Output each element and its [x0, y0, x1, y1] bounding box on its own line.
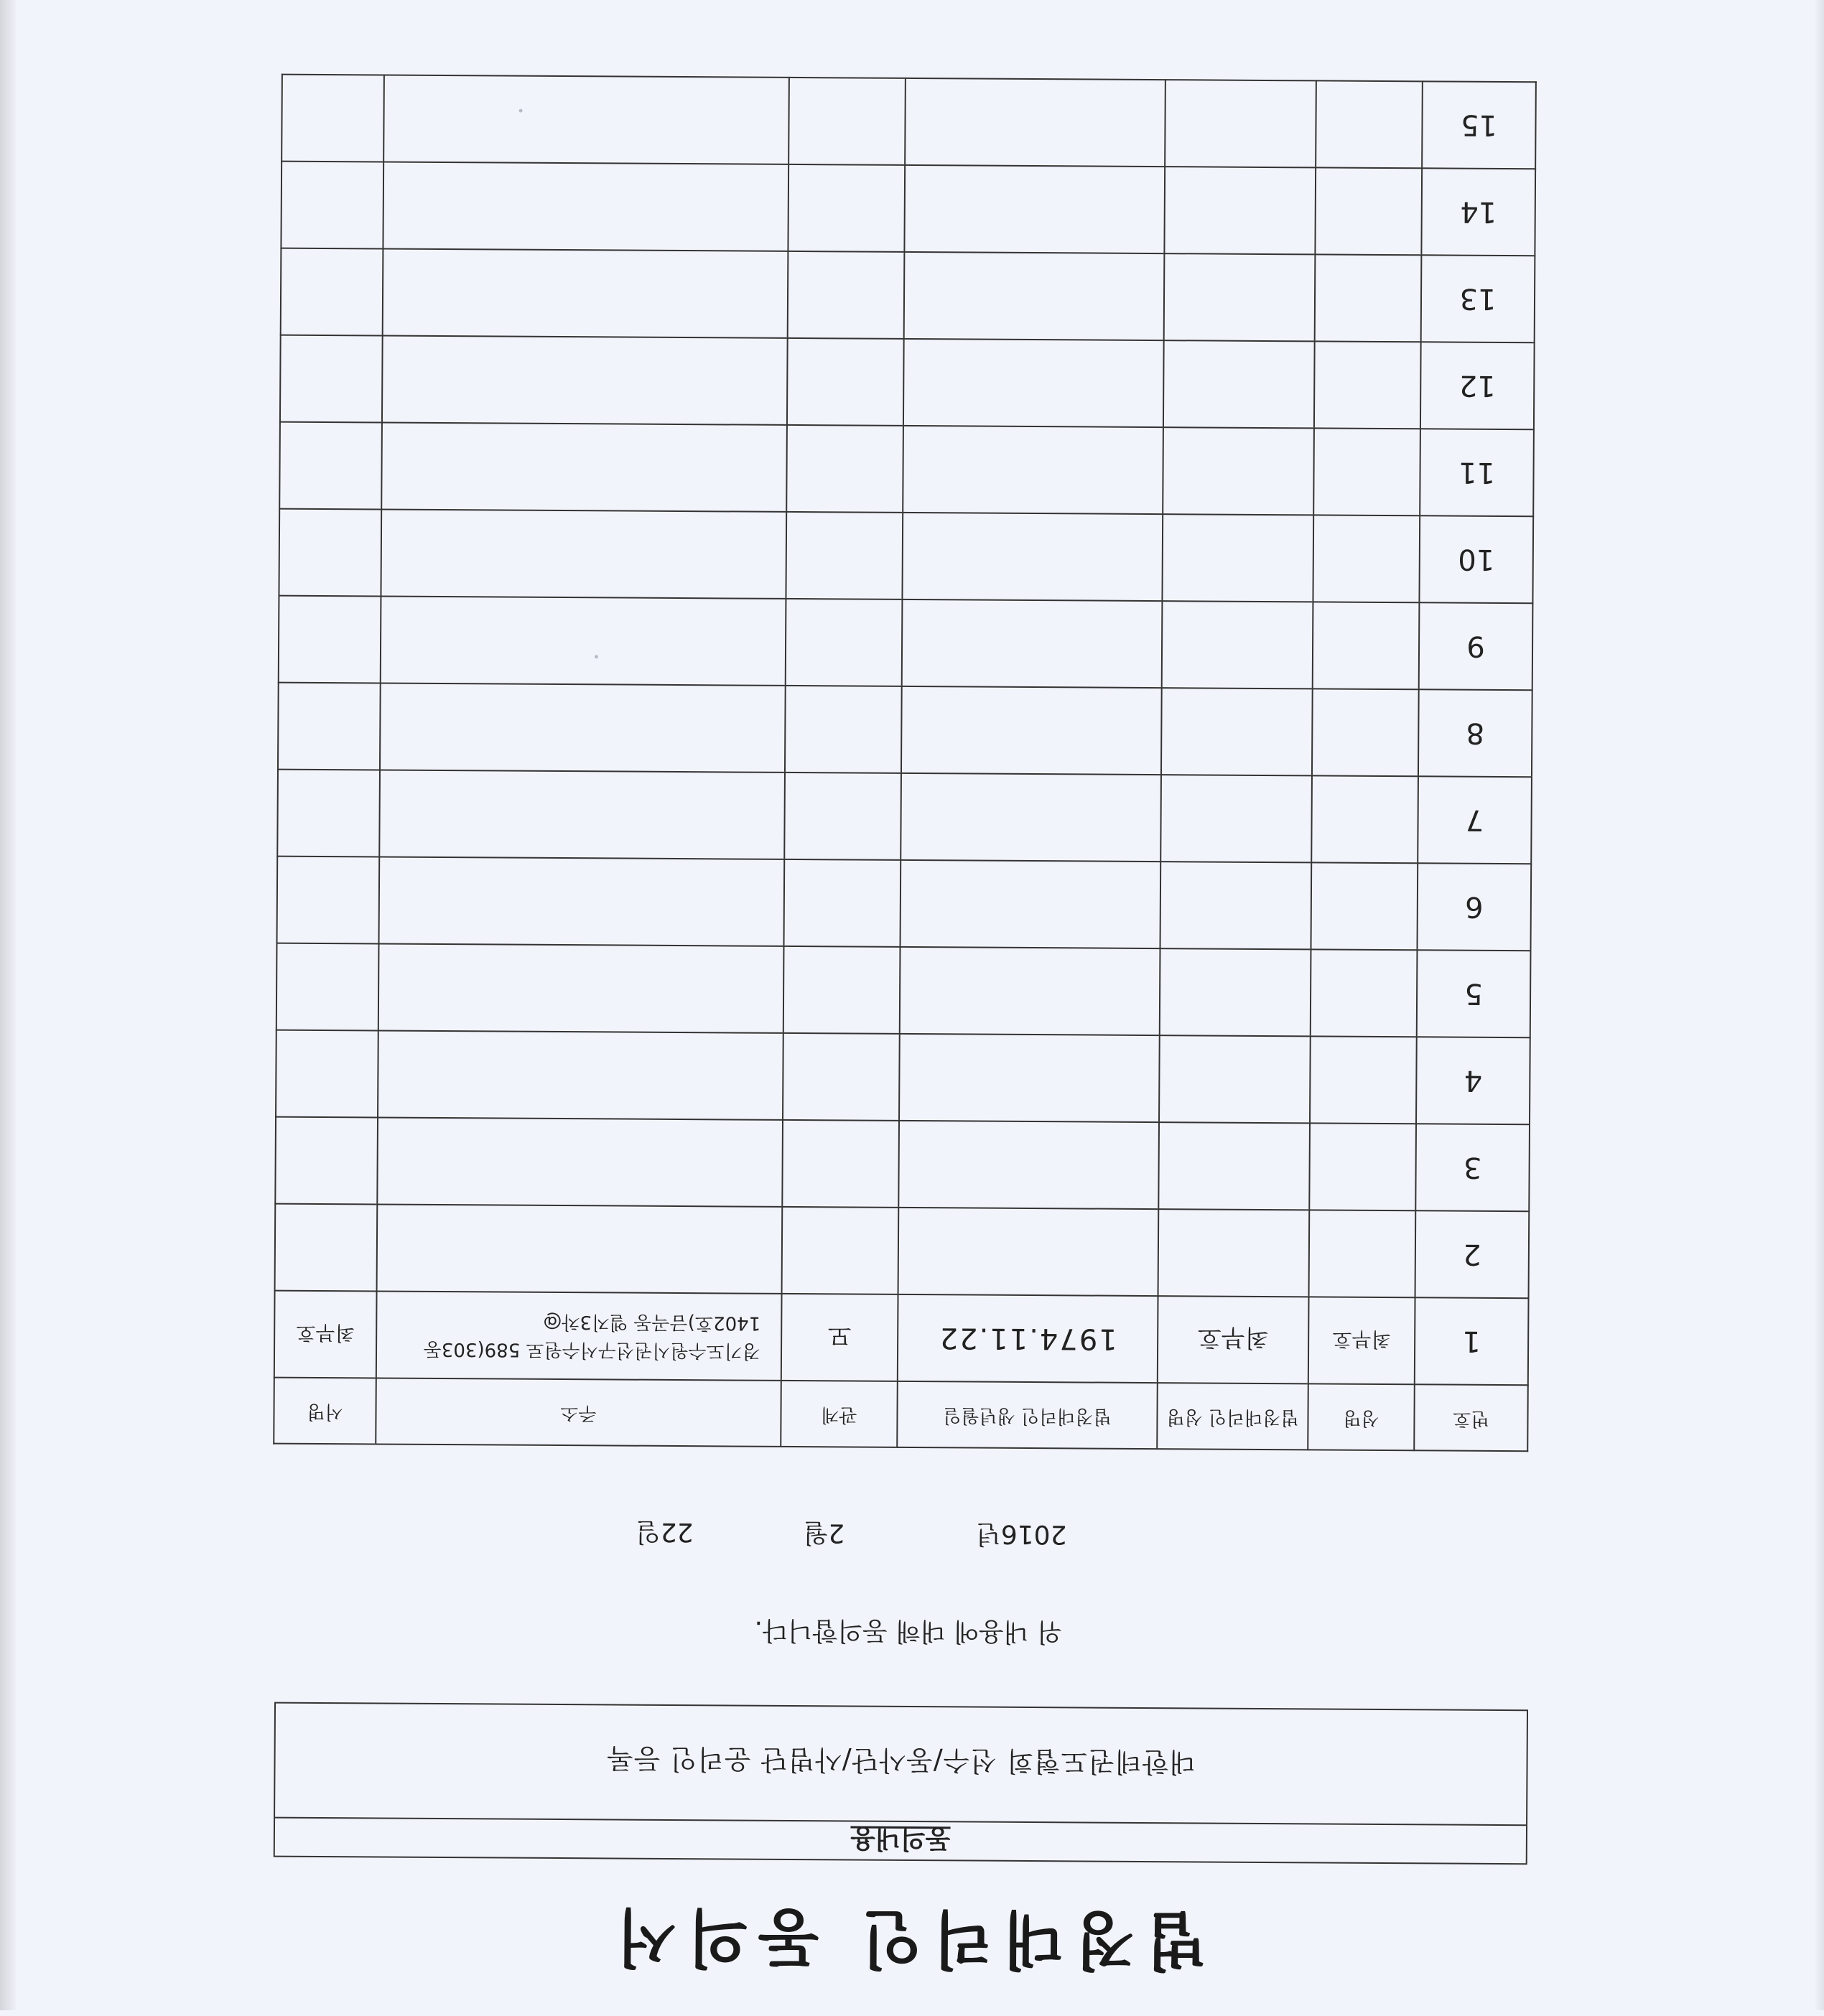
cell-name	[1313, 515, 1420, 602]
cell-guardian-name: 최부호	[1158, 1296, 1309, 1383]
cell-signature	[275, 1117, 378, 1205]
cell-relation	[787, 338, 904, 426]
cell-address	[377, 1117, 783, 1206]
cell-guardian-birth	[903, 339, 1164, 427]
date-year: 2016년	[975, 1518, 1067, 1549]
cell-signature	[279, 596, 381, 683]
cell-guardian-birth	[904, 165, 1165, 253]
cell-signature	[280, 335, 383, 423]
cell-relation	[785, 686, 902, 773]
cell-address	[377, 1204, 783, 1293]
date-day: 22일	[635, 1516, 694, 1547]
document-title: 법정대리인 동의서	[605, 1900, 1207, 1978]
cell-guardian-name	[1158, 1209, 1310, 1297]
table-row	[279, 596, 1533, 691]
cell-address	[379, 857, 785, 946]
cell-guardian-birth: 1974.11.22	[898, 1294, 1158, 1383]
cell-number: 5	[1417, 950, 1531, 1037]
header-name: 성명	[1308, 1383, 1415, 1450]
date-month: 2월	[803, 1518, 845, 1548]
scan-speck	[595, 655, 598, 658]
cell-address	[378, 943, 784, 1032]
cell-name	[1309, 1210, 1416, 1297]
table-row	[276, 1030, 1530, 1125]
cell-guardian-name	[1164, 253, 1316, 341]
cell-relation	[788, 164, 905, 252]
cell-guardian-name	[1161, 688, 1313, 775]
table-row	[281, 75, 1536, 169]
cell-guardian-name	[1163, 427, 1314, 515]
cell-name	[1311, 775, 1418, 863]
consent-header: 동의내용	[275, 1817, 1526, 1864]
table-row	[279, 422, 1534, 517]
consent-text: 대한테권도협회 선수/동사단/사범단 운리인 등록	[605, 1742, 1196, 1778]
cell-relation	[786, 599, 903, 686]
cell-number: 14	[1421, 168, 1535, 256]
cell-guardian-birth	[902, 513, 1163, 601]
cell-address	[381, 422, 787, 511]
header-address: 주소	[376, 1378, 781, 1446]
cell-number: 11	[1420, 429, 1534, 516]
table-row	[277, 857, 1532, 951]
table-row	[281, 162, 1535, 256]
cell-guardian-name	[1164, 167, 1316, 254]
cell-number: 6	[1417, 863, 1531, 951]
cell-signature	[276, 1030, 378, 1118]
cell-guardian-name	[1165, 80, 1316, 167]
cell-guardian-birth	[899, 1034, 1160, 1122]
cell-address	[383, 248, 788, 337]
cell-name	[1311, 862, 1418, 950]
cell-guardian-birth	[902, 599, 1163, 688]
header-signature: 서명	[274, 1378, 376, 1445]
cell-address: 경기도수원시권선구서수원로 589(303동 1402호)금곡동 엘지3차@	[376, 1291, 782, 1380]
cell-name	[1311, 949, 1418, 1037]
cell-relation	[786, 425, 903, 513]
cell-guardian-birth	[903, 426, 1163, 514]
cell-signature	[279, 509, 381, 597]
cell-signature	[278, 683, 381, 770]
cell-guardian-name	[1163, 340, 1315, 428]
table-row	[277, 770, 1532, 864]
cell-name	[1313, 428, 1420, 515]
cell-guardian-birth	[898, 1208, 1159, 1296]
cell-relation	[788, 78, 906, 165]
cell-relation	[788, 251, 905, 339]
cell-guardian-birth	[901, 773, 1161, 862]
cell-guardian-birth	[900, 947, 1160, 1035]
table-row	[274, 1291, 1529, 1386]
table-header-row	[274, 1378, 1528, 1452]
consent-box	[274, 1702, 1528, 1865]
header-guardian-name: 법정대리인 성명	[1157, 1383, 1308, 1450]
cell-number: 15	[1422, 81, 1536, 169]
cell-address	[381, 509, 786, 598]
cell-address	[378, 1030, 783, 1119]
cell-name	[1310, 1036, 1417, 1124]
cell-number: 7	[1418, 776, 1532, 864]
table-row	[278, 683, 1532, 778]
cell-address	[381, 596, 786, 685]
cell-guardian-birth	[900, 860, 1160, 948]
cell-name	[1315, 254, 1422, 342]
cell-number: 3	[1415, 1124, 1530, 1211]
cell-address	[383, 75, 789, 164]
cell-number: 10	[1419, 515, 1533, 603]
cell-number: 12	[1420, 342, 1535, 429]
cell-number: 2	[1415, 1210, 1530, 1298]
cell-name	[1312, 689, 1419, 776]
cell-guardian-birth	[905, 78, 1165, 167]
header-number: 번호	[1414, 1384, 1528, 1451]
cell-guardian-name	[1162, 601, 1313, 689]
cell-number: 4	[1416, 1037, 1530, 1124]
cell-name	[1314, 341, 1421, 429]
table-row	[281, 248, 1535, 343]
cell-number: 1	[1415, 1297, 1529, 1385]
cell-guardian-birth	[901, 686, 1162, 775]
cell-signature: 최부호	[274, 1291, 377, 1378]
agreement-statement: 위 내용에 대해 동의합니다.	[754, 1615, 1062, 1647]
cell-name	[1309, 1123, 1416, 1210]
cell-address	[382, 335, 788, 424]
header-guardian-birth: 법정대리인 생년월일	[897, 1381, 1158, 1449]
cell-relation	[783, 1033, 900, 1121]
cell-relation: 모	[781, 1294, 898, 1381]
guardian-table	[273, 74, 1537, 1452]
cell-relation	[784, 773, 901, 860]
cell-relation	[783, 946, 901, 1034]
cell-relation	[783, 859, 901, 947]
cell-number: 13	[1421, 255, 1535, 342]
cell-guardian-name	[1160, 862, 1311, 949]
cell-signature	[279, 422, 382, 510]
cell-number: 8	[1418, 689, 1532, 777]
cell-guardian-name	[1158, 1122, 1310, 1210]
cell-guardian-name	[1160, 948, 1311, 1036]
cell-number: 9	[1419, 602, 1533, 690]
cell-signature	[276, 943, 379, 1031]
cell-name: 최부호	[1308, 1297, 1415, 1384]
cell-name	[1313, 602, 1420, 689]
table-row	[275, 1204, 1530, 1299]
cell-signature	[277, 770, 380, 857]
cell-address	[379, 770, 785, 859]
cell-name	[1315, 167, 1422, 255]
cell-relation	[786, 512, 903, 599]
cell-address	[383, 162, 788, 251]
cell-name	[1316, 80, 1423, 168]
cell-guardian-name	[1162, 514, 1313, 602]
cell-signature	[281, 162, 383, 249]
scan-speck	[519, 109, 523, 113]
cell-signature	[281, 248, 383, 336]
signing-date	[636, 1516, 1067, 1555]
table-row	[280, 335, 1535, 430]
cell-signature	[277, 857, 380, 944]
cell-guardian-name	[1159, 1035, 1311, 1123]
table-row	[279, 509, 1533, 604]
cell-guardian-birth	[904, 252, 1165, 340]
cell-relation	[782, 1207, 899, 1294]
table-row	[276, 943, 1531, 1038]
cell-guardian-name	[1160, 775, 1312, 862]
table-row	[275, 1117, 1530, 1212]
cell-signature	[275, 1204, 378, 1292]
cell-signature	[281, 75, 384, 162]
cell-relation	[782, 1120, 899, 1208]
header-relation: 관계	[781, 1381, 898, 1447]
cell-guardian-birth	[898, 1121, 1159, 1209]
cell-address	[380, 683, 786, 772]
